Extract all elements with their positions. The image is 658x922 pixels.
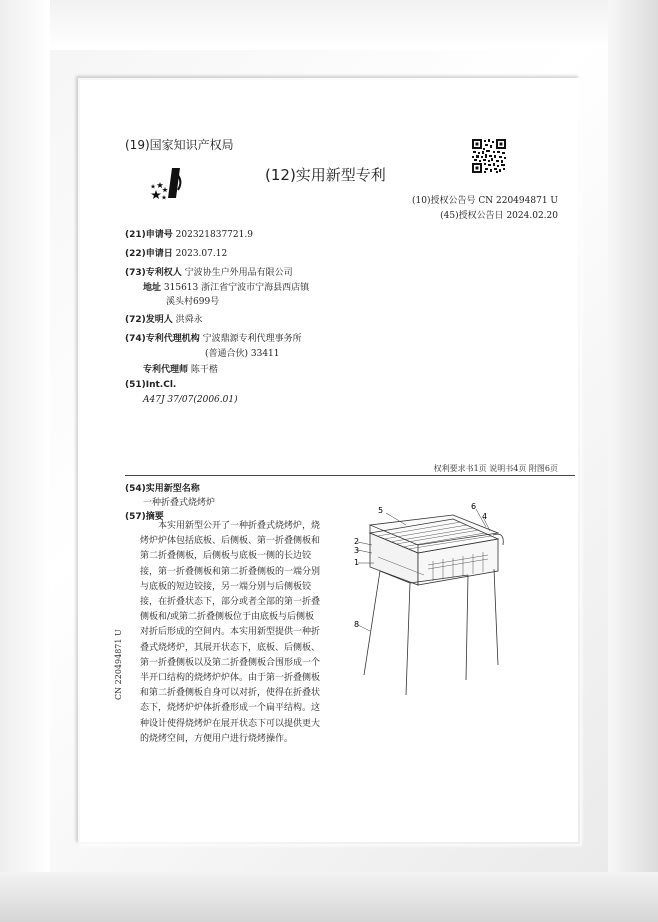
frame-bevel-left — [0, 0, 50, 922]
patent-document — [80, 80, 578, 842]
figure-label: 8 — [354, 620, 360, 629]
field-value: 2023.07.12 — [175, 249, 228, 259]
publication-number: (10)授权公告号 CN 220494871 U — [412, 196, 558, 206]
title-label: (54)实用新型名称 — [125, 484, 200, 494]
side-publication-code: CN 220494871 U — [114, 629, 123, 700]
field-value: 202321837721.9 — [175, 230, 253, 240]
field-value: 宁波协生户外用品有限公司 — [184, 268, 293, 278]
divider — [125, 475, 575, 476]
field-label: (72)发明人 — [125, 315, 173, 325]
figure-label: 2 — [354, 537, 360, 546]
cnipa-logo-icon — [150, 166, 190, 200]
field-label: (21)申请号 — [125, 230, 173, 240]
field-value: 陈干楷 — [190, 365, 218, 375]
patent-type: (12)实用新型专利 — [265, 166, 386, 184]
field-label: (22)申请日 — [125, 249, 173, 259]
figure-label: 5 — [378, 506, 384, 515]
patentee-row — [125, 265, 293, 278]
abstract-label: (57)摘要 — [125, 512, 164, 522]
field-label: 地址 — [143, 283, 162, 293]
intcl-label: (51)Int.Cl. — [125, 380, 177, 390]
address-line2: 溪头村699号 — [166, 297, 220, 307]
frame-bevel-bottom — [0, 872, 658, 922]
office-name: (19)国家知识产权局 — [125, 138, 234, 152]
field-label: (73)专利权人 — [125, 268, 182, 278]
field-value: 宁波鼎源专利代理事务所 — [202, 334, 302, 344]
inventor-row — [125, 312, 203, 325]
field-value: 洪舜永 — [175, 315, 203, 325]
address-row — [143, 280, 309, 293]
agency-row — [125, 331, 302, 344]
field-value: 315613 浙江省宁波市宁海县西店镇 — [163, 283, 310, 293]
frame-bevel-top — [0, 0, 658, 50]
figure-label: 1 — [354, 558, 360, 567]
grill-figure — [354, 502, 508, 705]
frame-bevel-right — [608, 0, 658, 922]
field-label: (74)专利代理机构 — [125, 334, 200, 344]
utility-model-title: 一种折叠式烧烤炉 — [143, 498, 216, 508]
agent-row — [143, 362, 218, 375]
agency-line2: (普通合伙) 33411 — [205, 349, 280, 359]
intcl-value: A47J 37/07(2006.01) — [143, 395, 238, 405]
application-number-row — [125, 227, 253, 240]
publication-date: (45)授权公告日 2024.02.20 — [440, 211, 558, 221]
figure-label: 3 — [354, 546, 360, 555]
field-label: 专利代理师 — [143, 365, 189, 375]
qr-code-icon — [471, 138, 507, 174]
page-counts: 权利要求书1页 说明书4页 附图6页 — [433, 464, 558, 473]
application-date-row — [125, 246, 227, 259]
abstract-text: 本实用新型公开了一种折叠式烧烤炉，烧烤炉炉体包括底板、后侧板、第一折叠侧板和第二折叠侧板，后侧板与底板一侧的长边铰接，第一折叠侧板和第二折叠侧板的一端分别与底板的短边铰接，另一端分别与后侧板铰接，在折叠状态下，部分或者全部的第一折叠侧板和/或第二折叠侧板位于由底板与后侧板对折后形成的空间内。本实用新型提供一种折叠式烧烤炉，其展开状态下，底板、后侧板、第一折叠侧板以及第二折叠侧板合围形成一个半开口结构的烧烤炉炉体。由于第一折叠侧板和第二折叠侧板自身可以对折，使得在折叠状态下，烧烤炉炉体折叠形成一个扁平结构。这种设计使得烧烤炉在展开状态下可以提供更大的烧烤空间，方便用户进行烧烤操作。 — [140, 521, 321, 744]
figure-label: 4 — [482, 512, 488, 521]
figure-label: 6 — [471, 502, 477, 511]
